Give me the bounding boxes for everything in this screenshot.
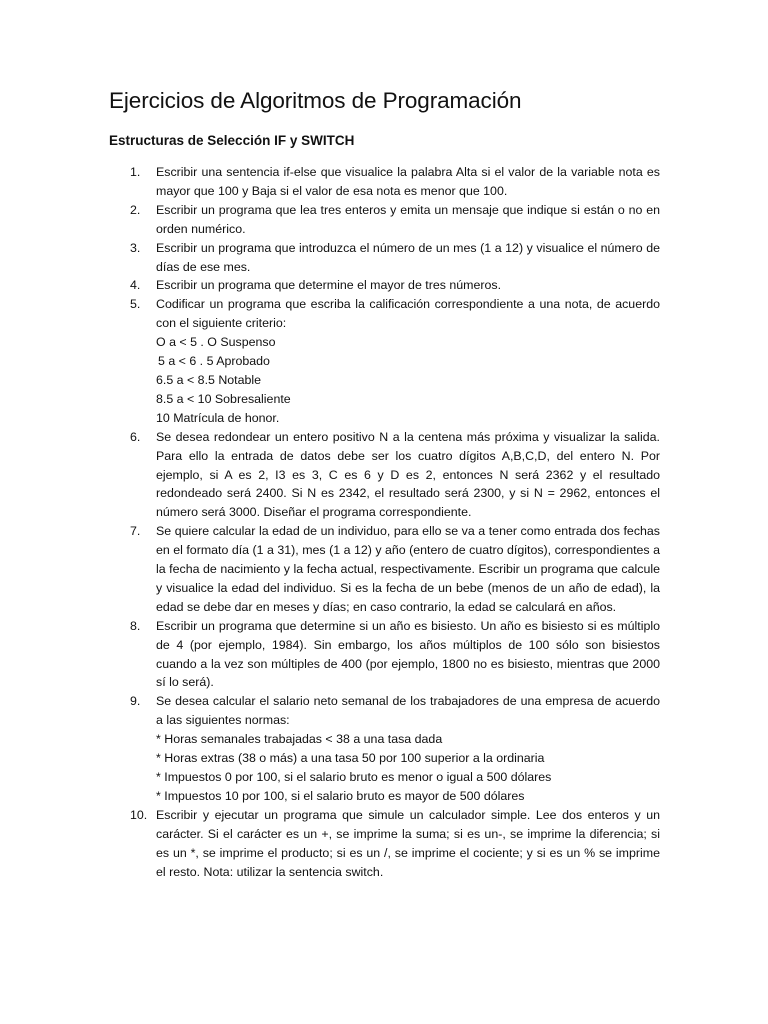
criteria-item: O a < 5 . O Suspenso (156, 335, 276, 350)
exercise-number: 4. (130, 278, 141, 293)
exercise-text: Escribir una sentencia if-else que visualice la palabra Alta si el valor de la variable nota es mayor que 100 y Baja si el valor de esa nota es menor que 100. (156, 165, 660, 198)
section-subtitle: Estructuras de Selección IF y SWITCH (109, 133, 355, 148)
norm-item: * Horas semanales trabajadas < 38 a una tasa dada (156, 732, 443, 747)
exercise-number: 6. (130, 429, 141, 444)
exercise-item (130, 163, 660, 201)
exercise-item (130, 428, 660, 523)
exercise-item (130, 239, 660, 277)
exercise-text: Se desea redondear un entero positivo N a la centena más próxima y visualizar la salida. Para ello la entrada de datos debe ser los cuatro dígitos A,B,C,D, del entero N. Por ejemplo, si A es 2, I3 es 3, C es 6 y D es 2, entonces N será 2362 y el resultado redondeado será 2400. Si N es 2342, el resultado será 2300, y si N = 2962, entonces el número será 3000. Diseñar el programa correspondiente. (156, 429, 660, 520)
exercise-item (130, 617, 660, 693)
exercise-number: 1. (130, 165, 141, 179)
exercise-text: Escribir un programa que introduzca el número de un mes (1 a 12) y visualice el número de días de ese mes. (156, 240, 660, 274)
exercise-text: Escribir un programa que determine el mayor de tres números. (156, 278, 502, 293)
exercise-number: 3. (130, 240, 141, 255)
exercise-number: 8. (130, 618, 141, 633)
exercise-item (130, 692, 660, 805)
exercise-text: Escribir un programa que lea tres enteros y emita un mensaje que indique si están o no en orden numérico. (156, 202, 660, 236)
exercise-number: 9. (130, 694, 141, 709)
exercise-item (130, 295, 660, 427)
page-title: Ejercicios de Algoritmos de Programación (109, 88, 522, 113)
criteria-item: 5 a < 6 . 5 Aprobado (158, 354, 270, 369)
criteria-item: 6.5 a < 8.5 Notable (156, 372, 262, 387)
exercise-text: Escribir y ejecutar un programa que simule un calculador simple. Lee dos enteros y un carácter. Si el carácter es un +, se imprime la suma; si es un-, se imprime la diferencia; si es un *, se imprime el producto; si es un /, se imprime el cociente; y si es un % se imprime el resto. Nota: utilizar la sentencia switch. (156, 807, 660, 879)
exercise-item (130, 276, 660, 295)
exercise-text: Codificar un programa que escriba la calificación correspondiente a una nota, de acuerdo con el siguiente criterio: (156, 297, 660, 331)
exercise-number: 5. (130, 297, 141, 312)
exercise-item (130, 806, 660, 882)
exercise-number: 10. (130, 807, 148, 822)
grading-criteria-list (156, 333, 660, 428)
salary-norms-list (156, 730, 660, 806)
exercise-text: Escribir un programa que determine si un año es bisiesto. Un año es bisiesto si es múltiplo de 4 (por ejemplo, 1984). Sin embargo, los años múltiplos de 100 sólo son bisiestos cuando a la vez son múltiples de 400 (por ejemplo, 1800 no es bisiesto, mientras que 2000 sí lo será). (156, 618, 660, 690)
exercise-text: Se desea calcular el salario neto semanal de los trabajadores de una empresa de acuerdo a las siguientes normas: (156, 694, 660, 728)
exercise-item (130, 522, 660, 617)
exercise-number: 2. (130, 202, 141, 217)
criteria-item: 10 Matrícula de honor. (156, 410, 280, 425)
norm-item: * Impuestos 0 por 100, si el salario bruto es menor o igual a 500 dólares (156, 770, 552, 784)
norm-item: * Impuestos 10 por 100, si el salario bruto es mayor de 500 dólares (156, 788, 525, 803)
exercise-item (130, 201, 660, 239)
exercise-list (130, 163, 660, 881)
exercise-number: 7. (130, 524, 141, 539)
criteria-item: 8.5 a < 10 Sobresaliente (156, 391, 291, 406)
exercise-text: Se quiere calcular la edad de un individuo, para ello se va a tener como entrada dos fechas en el formato día (1 a 31), mes (1 a 12) y año (entero de cuatro dígitos), correspondientes a la fecha de nacimiento y la fecha actual, respectivamente. Escribir un programa que calcule y visualice la edad del individuo. Si es la fecha de un bebe (menos de un año de edad), la edad se debe dar en meses y días; en caso contrario, la edad se calculará en años. (156, 524, 660, 614)
norm-item: * Horas extras (38 o más) a una tasa 50 por 100 superior a la ordinaria (156, 751, 545, 766)
